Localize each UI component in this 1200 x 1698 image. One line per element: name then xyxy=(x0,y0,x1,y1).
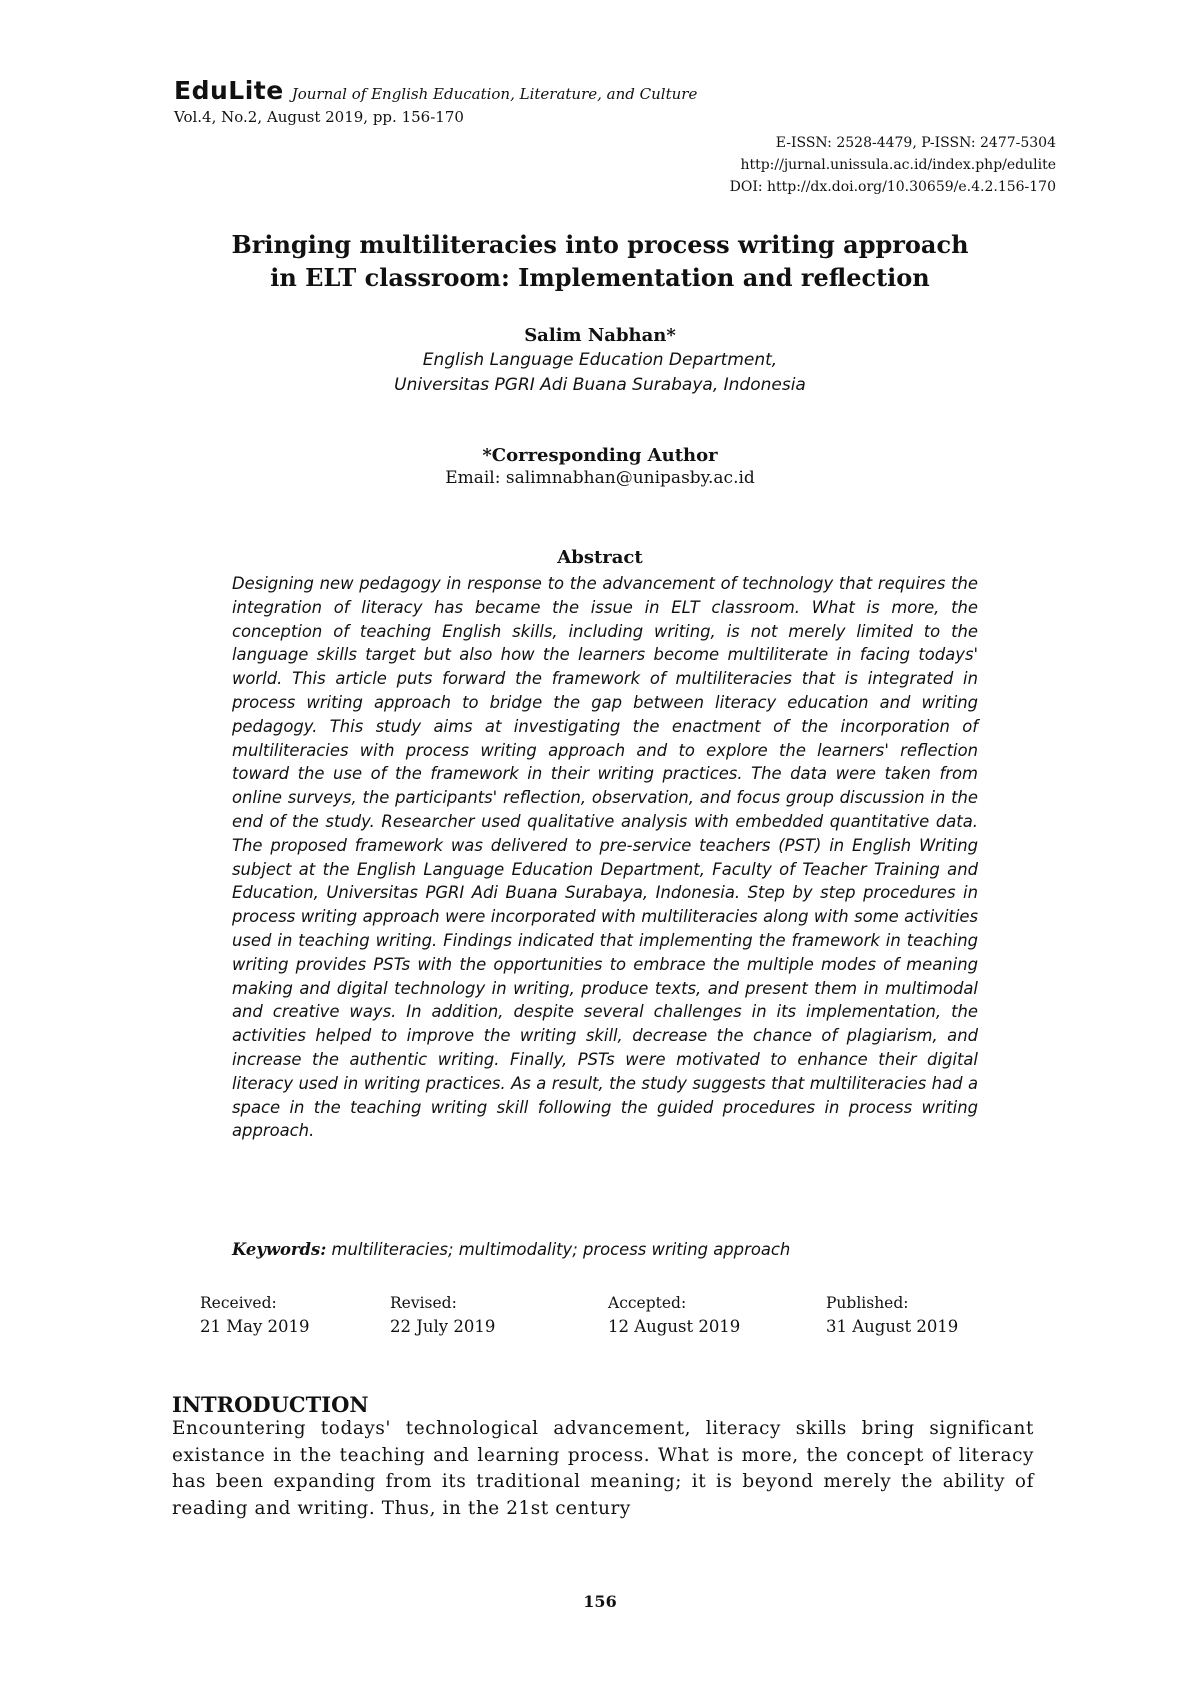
published-label: Published: xyxy=(826,1294,909,1312)
published-value: 31 August 2019 xyxy=(826,1317,959,1336)
received-value: 21 May 2019 xyxy=(200,1317,310,1336)
doi-line[interactable]: DOI: http://dx.doi.org/10.30659/e.4.2.156-170 xyxy=(729,179,1056,195)
corresponding-author-label: *Corresponding Author xyxy=(482,445,718,466)
title-line-1: Bringing multiliteracies into process writing approach xyxy=(231,230,969,259)
journal-name: Journal of English Education, Literature, and Culture xyxy=(291,85,698,103)
revised-value: 22 July 2019 xyxy=(390,1317,496,1336)
author-affiliation xyxy=(200,348,1000,398)
accepted-value: 12 August 2019 xyxy=(608,1317,741,1336)
volume-info: Vol.4, No.2, August 2019, pp. 156-170 xyxy=(174,108,464,126)
journal-header xyxy=(174,76,697,105)
affiliation-line-2: Universitas PGRI Adi Buana Surabaya, Indonesia xyxy=(394,375,806,395)
introduction-body: Encountering todays' technological advancement, literacy skills bring significant existance in the teaching and learning process. What is more, the concept of literacy has been expanding from its traditional meaning; it is beyond merely the ability of reading and writing. Thus, in the 21st century xyxy=(172,1418,1034,1519)
revised-date xyxy=(390,1291,495,1339)
introduction-heading: INTRODUCTION xyxy=(172,1392,369,1417)
journal-url[interactable]: http://jurnal.unissula.ac.id/index.php/edulite xyxy=(740,157,1056,173)
author-name: Salim Nabhan* xyxy=(524,325,676,346)
article-title xyxy=(120,228,1080,294)
abstract-heading: Abstract xyxy=(557,547,643,568)
author-email[interactable]: Email: salimnabhan@unipasby.ac.id xyxy=(445,468,755,488)
revised-label: Revised: xyxy=(390,1294,457,1312)
affiliation-line-1: English Language Education Department, xyxy=(422,350,778,370)
published-date xyxy=(826,1291,958,1339)
page-number: 156 xyxy=(583,1592,617,1611)
received-date xyxy=(200,1291,310,1339)
title-line-2: in ELT classroom: Implementation and reflection xyxy=(270,263,930,292)
accepted-label: Accepted: xyxy=(608,1294,687,1312)
keywords-label: Keywords: xyxy=(232,1240,327,1259)
accepted-date xyxy=(608,1291,740,1339)
identifiers-block xyxy=(730,132,1056,198)
abstract-body: Designing new pedagogy in response to the advancement of technology that requires the integration of literacy has became the issue in ELT classroom. What is more, the conception of teaching English skills, including writing, is not merely limited to the language skills target but also how the learners become multiliterate in facing todays' world. This article puts forward the framework of multiliteracies that is integrated in process writing approach to bridge the gap between literacy education and writing pedagogy. This study aims at investigating the enactment of the incorporation of multiliteracies with process writing approach and to explore the learners' reflection toward the use of the framework in their writing practices. The data were taken from online surveys, the participants' reflection, observation, and focus group discussion in the end of the study. Researcher used qualitative analysis with embedded quantitative data. The proposed framework was delivered to pre-service teachers (PST) in English Writing subject at the English Language Education Department, Faculty of Teacher Training and Education, Universitas PGRI Adi Buana Surabaya, Indonesia. Step by step procedures in process writing approach were incorporated with multiliteracies along with some activities used in teaching writing. Findings indicated that implementing the framework in teaching writing provides PSTs with the opportunities to embrace the multiple modes of meaning making and digital technology in writing, produce texts, and present them in multimodal and creative ways. In addition, despite several challenges in its implementation, the activities helped to improve the writing skill, decrease the chance of plagiarism, and increase the authentic writing. Finally, PSTs were motivated to enhance their digital literacy used in writing practices. As a result, the study suggests that multiliteracies had a space in the teaching writing skill following the guided procedures in process writing approach. xyxy=(232,574,978,1141)
issn-line: E-ISSN: 2528-4479, P-ISSN: 2477-5304 xyxy=(775,135,1056,151)
keywords-text: multiliteracies; multimodality; process writing approach xyxy=(331,1240,791,1259)
keywords xyxy=(232,1240,978,1259)
journal-logo: EduLite xyxy=(174,76,284,105)
received-label: Received: xyxy=(200,1294,277,1312)
